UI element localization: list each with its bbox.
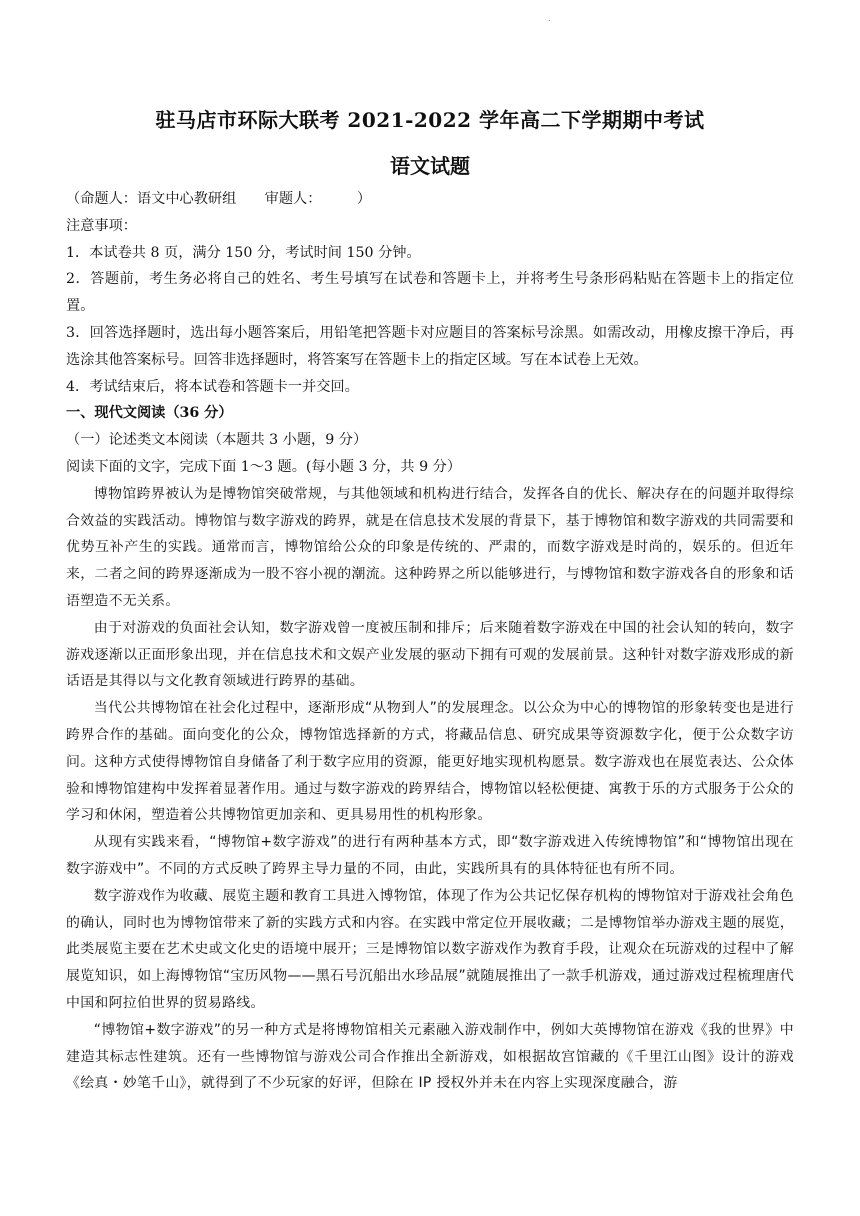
reading-paragraph: 数字游戏作为收藏、展览主题和教育工具进入博物馆，体现了作为公共记忆保存机构的博物馆对于游戏社会角色的确认，同时也为博物馆带来了新的实践方式和内容。在实践中常定位开展收藏；二是博物馆举办游戏主题的展览，此类展览主要在艺术史或文化史的语境中展开；三是博物馆以数字游戏作为教育手段，让观众在玩游戏的过程中了解展览知识，如上海博物馆“宝历风物——黑石号沉船出水珍品展”就随展推出了一款手机游戏，通过游戏过程梳理唐代中国和阿拉伯世界的贸易路线。 [66,887,794,1011]
section-heading: 一、现代文阅读（36 分） [66,405,233,422]
authors-line: （命题人：语文中心教研组 审题人： ） [66,191,372,207]
section-sub-heading: （一）论述类文本阅读（本题共 3 小题，9 分） [66,432,368,449]
reading-paragraph: 当代公共博物馆在社会化过程中，逐渐形成“从物到人”的发展理念。以公众为中心的博物馆的形象转变也是进行跨界合作的基础。面向变化的公众，博物馆选择新的方式，将藏品信息、研究成果等资源数字化，便于公众数字访问。这种方式使得博物馆自身储备了利于数字应用的资源，能更好地实现机构愿景。数字游戏也在展览表达、公众体验和博物馆建构中发挥着显著作用。通过与数字游戏的跨界结合，博物馆以轻松便捷、寓教于乐的方式服务于公众的学习和休闲，塑造着公共博物馆更加亲和、更具易用性的机构形象。 [66,700,794,824]
header-mark: . [548,14,551,23]
exam-subtitle: 语文试题 [390,154,470,178]
reading-paragraph: 由于对游戏的负面社会认知，数字游戏曾一度被压制和排斥；后来随着数字游戏在中国的社会认知的转向，数字游戏逐渐以正面形象出现，并在信息技术和文娱产业发展的驱动下拥有可观的发展前景。这种针对数字游戏形成的新话语是其得以与文化教育领域进行跨界的基础。 [66,619,794,690]
reading-instruction: 阅读下面的文字，完成下面 1～3 题。(每小题 3 分，共 9 分） [66,458,462,475]
reading-paragraph: 从现有实践来看，“博物馆+数字游戏”的进行有两种基本方式，即“数字游戏进入传统博物馆”和“博物馆出现在数字游戏中”。不同的方式反映了跨界主导力量的不同，由此，实践所具有的具体特征也有所不同。 [66,834,794,877]
notice-heading: 注意事项： [66,217,137,234]
exam-title: 驻马店市环际大联考 2021-2022 学年高二下学期期中考试 [155,108,705,132]
exam-content [66,186,794,1097]
reading-paragraph: 博物馆跨界被认为是博物馆突破常规，与其他领域和机构进行结合，发挥各自的优长、解决存在的问题并取得综合效益的实践活动。博物馆与数字游戏的跨界，就是在信息技术发展的背景下，基于博物馆和数字游戏的共同需要和优势互补产生的实践。通常而言，博物馆给公众的印象是传统的、严肃的，而数字游戏是时尚的，娱乐的。但近年来，二者之间的跨界逐渐成为一股不容小视的潮流。这种跨界之所以能够进行，与博物馆和数字游戏各自的形象和话语塑造不无关系。 [66,485,794,609]
notice-item: 3．回答选择题时，选出每小题答案后，用铅笔把答题卡对应题目的答案标号涂黑。如需改动，用橡皮擦干净后，再选涂其他答案标号。回答非选择题时，将答案写在答题卡上的指定区域。写在本试卷上无效。 [66,324,794,368]
notice-item: 4．考试结束后，将本试卷和答题卡一并交回。 [66,378,359,395]
notice-item: 2．答题前，考生务必将自己的姓名、考生号填写在试卷和答题卡上，并将考生号条形码粘贴在答题卡上的指定位置。 [66,271,794,315]
reading-paragraph: “博物馆+数字游戏”的另一种方式是将博物馆相关元素融入游戏制作中，例如大英博物馆在游戏《我的世界》中建造其标志性建筑。还有一些博物馆与游戏公司合作推出全新游戏，如根据故宫馆藏的《千里江山图》设计的游戏《绘真・妙笔千山》，就得到了不少玩家的好评，但除在 IP 授权外并未在内容上实现深度融合，游 [66,1021,794,1092]
notice-item: 1．本试卷共 8 页，满分 150 分，考试时间 150 分钟。 [66,244,421,261]
